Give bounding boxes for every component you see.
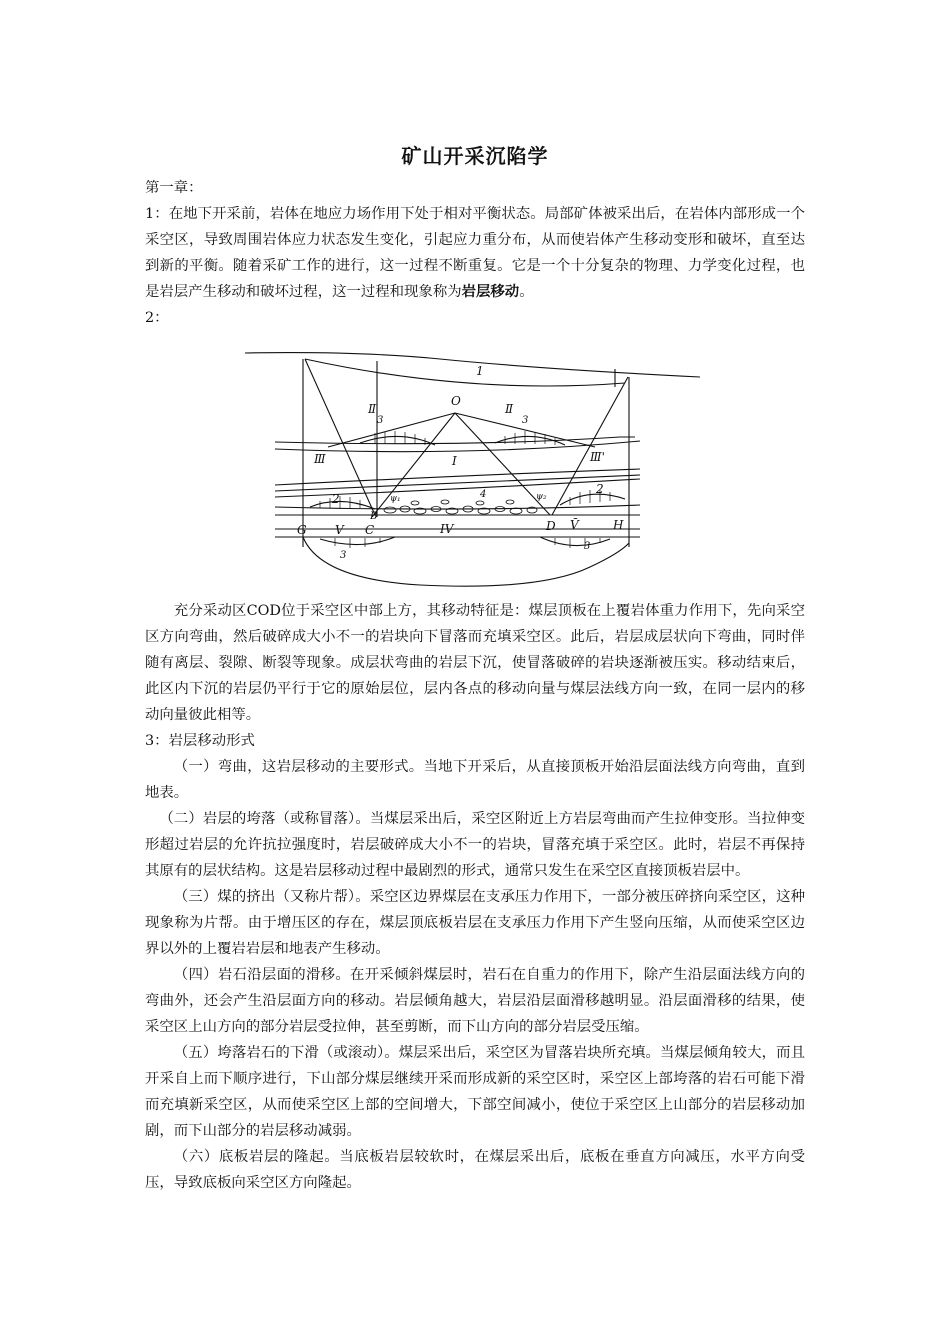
label-I: Ⅰ — [452, 454, 457, 468]
form-item: （一）弯曲，这岩层移动的主要形式。当地下开采后，从直接顶板开始沿层面法线方向弯曲，直到地表。 — [145, 759, 805, 801]
label-2-left: 2 — [332, 492, 340, 506]
label-3-top-right: 3 — [522, 415, 529, 426]
caved-rock-blocks — [384, 500, 537, 514]
label-3-bottom-left: 3 — [340, 550, 347, 561]
paragraph-cod: 充分采动区COD位于采空区中部上方，其移动特征是：煤层顶板在上覆岩体重力作用下，先向采空区方向弯曲，然后破碎成大小不一的岩块向下冒落而充填采空区。此后，岩层成层状向下弯曲，同时伴随有离层、裂隙、断裂等现象。成层状弯曲的岩层下沉，使冒落破碎的岩块逐渐被压实。移动结束后，此区内下沉的岩层仍平行于它的原始层位，层内各点的移动向量与煤层法线方向一致，在同一层内的移动向量彼此相等。 — [145, 603, 805, 723]
label-3-bottom-right: 3 — [584, 541, 591, 552]
label-psi-right: ψ₂ — [536, 492, 547, 502]
intro-block — [145, 175, 805, 331]
item-2-label: 2： — [145, 310, 169, 326]
label-3-top-left: 3 — [377, 415, 384, 426]
label-III-right: Ⅲ' — [590, 450, 605, 464]
term-rock-movement: 岩层移动 — [461, 283, 520, 300]
label-O: O — [451, 394, 461, 408]
label-H: H — [613, 518, 624, 532]
label-II-right: Ⅱ — [505, 402, 514, 416]
chapter-heading: 第一章： — [145, 180, 203, 196]
label-C: C — [365, 523, 375, 537]
form-item: （五）垮落岩石的下滑（或滚动）。煤层采出后，采空区为冒落岩块所充填。当煤层倾角较大，而且开采自上而下顺序进行，下山部分煤层继续开采而形成新的采空区时，采空区上部垮落的岩石可能下滑而充填新采空区，从而使采空区上部的空间增大，下部空间减小，使位于采空区上山部分的岩层移动加剧，而下山部分的岩层移动减弱。 — [145, 1045, 805, 1139]
label-III-left: Ⅲ — [314, 452, 326, 466]
form-item: （三）煤的挤出（又称片帮）。采空区边界煤层在支承压力作用下，一部分被压碎挤向采空区，这种现象称为片帮。由于增压区的存在，煤层顶底板岩层在支承压力作用下产生竖向压缩，从而使采空区边界以外的上覆岩岩层和地表产生移动。 — [145, 889, 805, 957]
surface-basin-curve — [305, 359, 625, 386]
form-item: （四）岩石沿层面的滑移。在开采倾斜煤层时，岩石在自重力的作用下，除产生沿层面法线方向的弯曲外，还会产生沿层面方向的移动。岩层倾角越大，岩层沿层面滑移越明显。沿层面滑移的结果，使采空区上山方向的部分岩层受拉伸，甚至剪断，而下山方向的部分岩层受压缩。 — [145, 967, 805, 1035]
item-3-heading: 3：岩层移动形式 — [145, 733, 255, 749]
form-item: （二）岩层的垮落（或称冒落）。当煤层采出后，采空区附近上方岩层弯曲而产生拉伸变形。当拉伸变形超过岩层的允许抗拉强度时，岩层破碎成大小不一的岩块，冒落充填于采空区。此时，岩层不再保持其原有的层状结构。这是岩层移动过程中最剧烈的形式，通常只发生在采空区直接顶板岩层中。 — [145, 811, 805, 879]
page-title: 矿山开采沉陷学 — [401, 144, 549, 168]
label-2-right: 2 — [596, 482, 604, 496]
label-V-left: V — [335, 523, 344, 537]
label-D: D — [546, 519, 556, 533]
ground-surface-line — [245, 353, 700, 377]
form-item: （六）底板岩层的隆起。当底板岩层较软时，在煤层采出后，底板在垂直方向减压，水平方向受压，导致底板向采空区方向隆起。 — [145, 1149, 805, 1191]
label-1: 1 — [476, 364, 484, 378]
label-B: B — [370, 511, 378, 522]
label-IV: IV — [440, 522, 454, 536]
label-G: G — [297, 523, 307, 537]
body-block — [145, 598, 805, 1196]
paragraph-1 — [145, 201, 805, 305]
label-V-right: V̄ — [570, 518, 579, 532]
label-psi-left: ψ₁ — [390, 494, 401, 504]
label-II-left: Ⅱ — [368, 402, 377, 416]
rock-movement-zones-diagram — [240, 347, 710, 592]
paragraph-1-text: 1：在地下开采前，岩体在地应力场作用下处于相对平衡状态。局部矿体被采出后，在岩体内部形成一个采空区，导致周围岩体应力状态发生变化，引起应力重分布，从而使岩体产生移动变形和破坏，直至达到新的平衡。随着采矿工作的进行，这一过程不断重复。它是一个十分复杂的物理、力学变化过程，也是岩层产生移动和破坏过程，这一过程和现象称为 — [145, 206, 805, 300]
label-4: 4 — [480, 489, 487, 500]
paragraph-1-end: 。 — [519, 284, 534, 300]
